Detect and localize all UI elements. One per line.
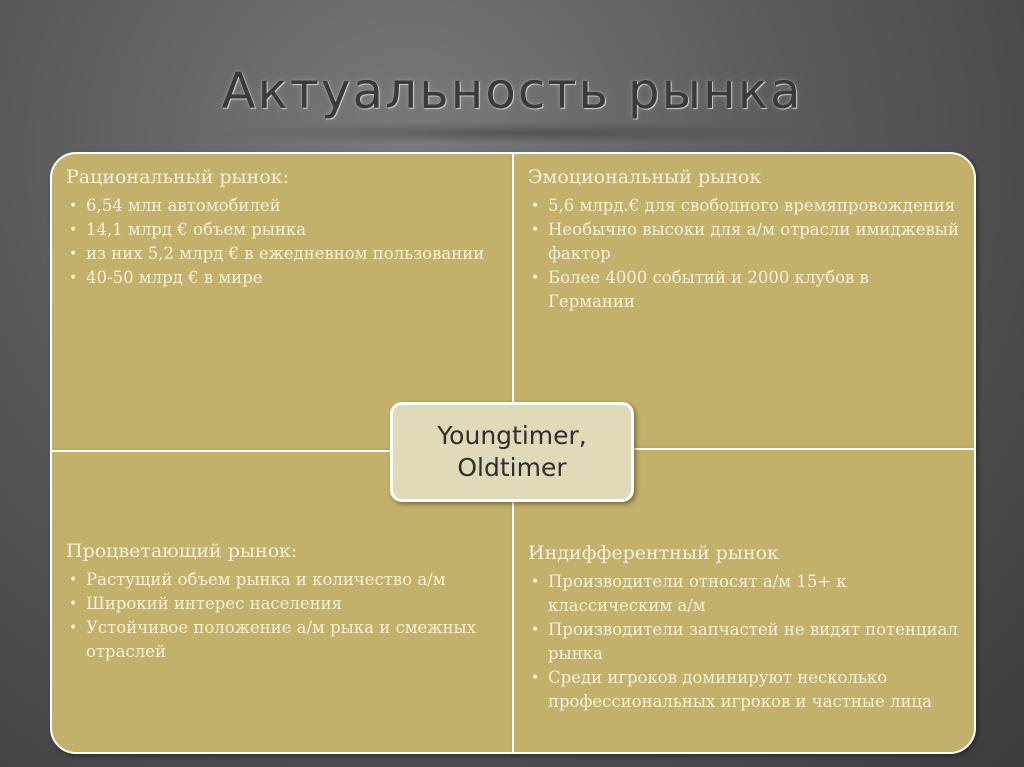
list-item: • Устойчивое положение а/м рыка и смежных отраслей <box>66 616 498 664</box>
list-item: • Среди игроков доминируют несколько профессиональных игроков и частные лица <box>528 666 960 714</box>
list-item: • Более 4000 событий и 2000 клубов в Германии <box>528 266 960 314</box>
center-label-box <box>390 402 634 502</box>
slide-title: Актуальность рынка <box>221 62 803 120</box>
list-item: • Широкий интерес населения <box>66 592 498 616</box>
list-item: • 5,6 млрд.€ для свободного времяпровождения <box>528 194 960 218</box>
quadrant-bullet-list <box>66 568 498 664</box>
quadrant-bullet-list <box>66 194 498 290</box>
center-label: Youngtimer, Oldtimer <box>437 421 587 482</box>
list-item: • Необычно высоки для а/м отрасли имиджевый фактор <box>528 218 960 266</box>
list-item: • Растущий объем рынка и количество а/м <box>66 568 498 592</box>
list-item: • 14,1 млрд € объем рынка <box>66 218 498 242</box>
quadrant-heading: Индифферентный рынок <box>528 542 779 564</box>
list-item: • Производители запчастей не видят потенциал рынка <box>528 618 960 666</box>
list-item: • 40-50 млрд € в мире <box>66 266 498 290</box>
quadrant-heading: Рациональный рынок: <box>66 166 289 188</box>
quadrant-heading: Процветающий рынок: <box>66 540 298 562</box>
list-item: • из них 5,2 млрд € в ежедневном пользовании <box>66 242 498 266</box>
quadrant-heading: Эмоциональный рынок <box>528 166 762 188</box>
quadrant-bullet-list <box>528 570 960 714</box>
list-item: • 6,54 млн автомобилей <box>66 194 498 218</box>
title-shadow <box>205 122 821 144</box>
quadrant-bullet-list <box>528 194 960 314</box>
list-item: • Производители относят а/м 15+ к классическим а/м <box>528 570 960 618</box>
